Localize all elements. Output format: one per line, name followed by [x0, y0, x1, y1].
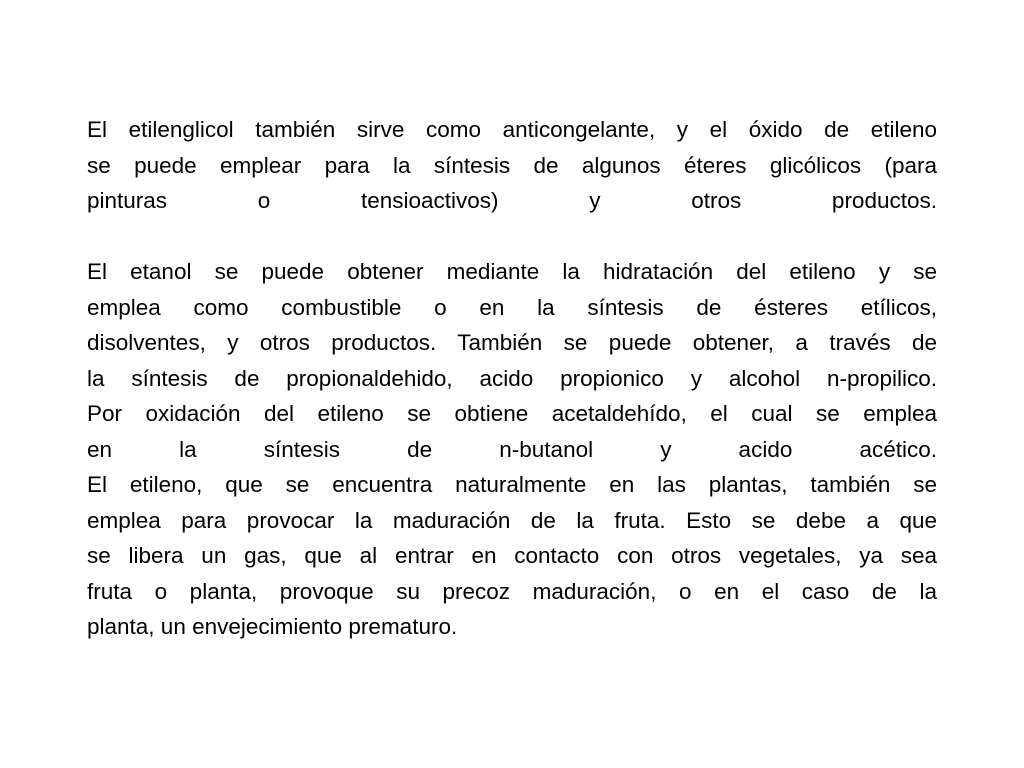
- paragraph-3: [87, 467, 937, 645]
- text-line: la síntesis de propionaldehido, acido propionico y alcohol n-propilico.: [87, 365, 937, 391]
- text-line: El etileno, que se encuentra naturalmente en las plantas, también se: [87, 472, 937, 497]
- paragraph-spacer: [87, 219, 937, 255]
- paragraph-2: [87, 254, 937, 467]
- text-line: se libera un gas, que al entrar en contacto con otros vegetales, ya sea: [87, 543, 937, 568]
- text-line: El etanol se puede obtener mediante la hidratación del etileno y se: [87, 259, 937, 284]
- text-line: emplea como combustible o en la síntesis de ésteres etílicos,: [87, 294, 937, 320]
- paragraph-1: [87, 112, 937, 219]
- text-line: se puede emplear para la síntesis de algunos éteres glicólicos (para: [87, 152, 937, 178]
- text-line: Por oxidación del etileno se obtiene acetaldehído, el cual se emplea: [87, 401, 937, 426]
- text-line: disolventes, y otros productos. También se puede obtener, a través de: [87, 330, 937, 355]
- text-line: en la síntesis de n-butanol y acido acético.: [87, 436, 937, 462]
- text-line: El etilenglicol también sirve como anticongelante, y el óxido de etileno: [87, 117, 937, 142]
- body-text: [87, 112, 937, 645]
- text-line: emplea para provocar la maduración de la fruta. Esto se debe a que: [87, 507, 937, 533]
- text-line: pinturas o tensioactivos) y otros productos.: [87, 188, 937, 213]
- text-line: fruta o planta, provoque su precoz maduración, o en el caso de la: [87, 578, 937, 604]
- text-line: planta, un envejecimiento prematuro.: [87, 614, 458, 639]
